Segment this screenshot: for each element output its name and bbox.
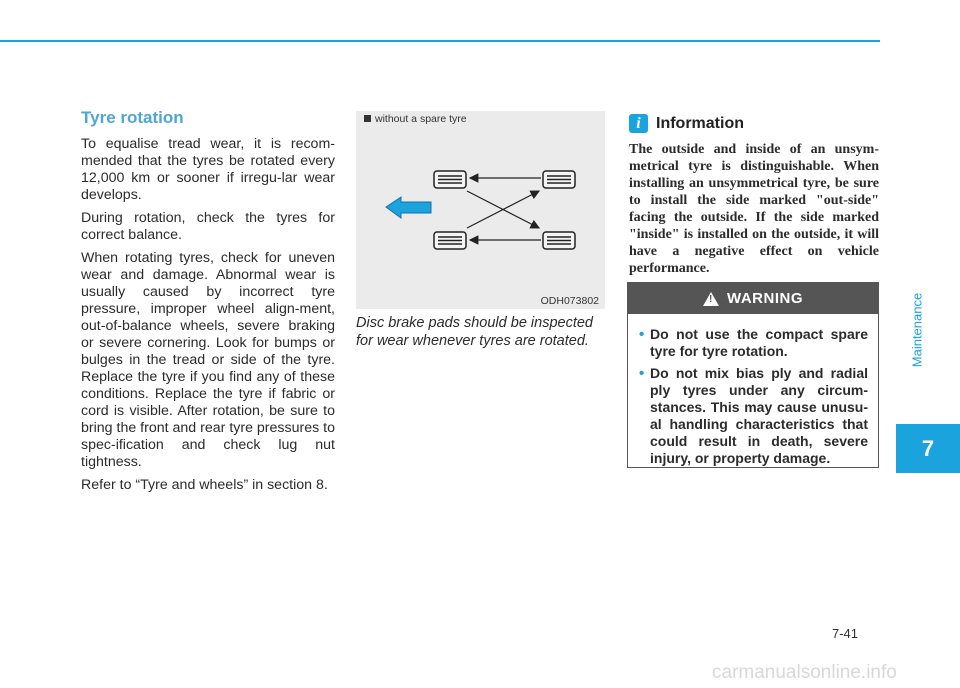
side-section-label: Maintenance: [909, 292, 925, 368]
warning-item: • Do not mix bias ply and radial ply tyres under any circum-stances. This may cause unusu-al handling characteristics that could result in death, severe injury, or property damage.: [640, 365, 868, 467]
tyre-rotation-section: [81, 108, 335, 500]
warning-box: [627, 282, 879, 468]
information-icon: i: [629, 114, 648, 133]
warning-header: [628, 283, 878, 314]
warning-list: [628, 314, 878, 467]
paragraph: To equalise tread wear, it is recom-mended that the tyres be rotated every 12,000 km or sooner if irregu-lar wear develops.: [81, 136, 335, 203]
tyre-front-left: [434, 171, 466, 188]
tyre-rear-right: [543, 232, 575, 249]
information-body: The outside and inside of an unsym-metrical tyre is distinguishable. When installing an unsymmetrical tyre, be sure to install the side marked "out-side" facing the outside. If the side marked "inside" is installed on the outside, it will have a negative effect on vehicle performance.: [629, 142, 879, 276]
tyre-front-right: [434, 232, 466, 249]
figure-label: without a spare tyre: [364, 113, 467, 125]
square-bullet-icon: [364, 115, 371, 122]
page-number: 7-41: [832, 626, 859, 641]
tyre-rear-left: [543, 171, 575, 188]
information-header: [629, 114, 744, 133]
watermark: carmanualsonline.info: [712, 662, 897, 683]
figure-caption: Disc brake pads should be inspected for wear whenever tyres are rotated.: [356, 315, 593, 349]
front-direction-arrow: [386, 197, 431, 218]
tyre-rotation-figure: [356, 111, 605, 309]
warning-title: WARNING: [727, 290, 803, 307]
top-rule: [0, 40, 880, 42]
paragraph: Refer to “Tyre and wheels” in section 8.: [81, 477, 328, 493]
warning-triangle-icon: [703, 292, 719, 306]
paragraph: When rotating tyres, check for uneven wear and damage. Abnormal wear is usually caused by incorrect tyre pressure, improper wheel align-ment, out-of-balance wheels, severe braking or severe cornering. Look for bumps or bulges in the tread or side of the tyre. Replace the tyre if you find any of these conditions. Replace the tyre if fabric or cord is visible. After rotation, be sure to bring the front and rear tyre pressures to spec-ification and check lug nut tightness.: [81, 250, 335, 470]
chapter-tab: 7: [896, 424, 960, 473]
section-title: Tyre rotation: [81, 108, 184, 127]
figure-code: ODH073802: [540, 295, 599, 307]
rotation-diagram: [356, 111, 605, 309]
information-title: Information: [656, 114, 744, 132]
paragraph: During rotation, check the tyres for correct balance.: [81, 210, 335, 243]
warning-item: • Do not use the compact spare tyre for tyre rotation.: [640, 326, 868, 360]
